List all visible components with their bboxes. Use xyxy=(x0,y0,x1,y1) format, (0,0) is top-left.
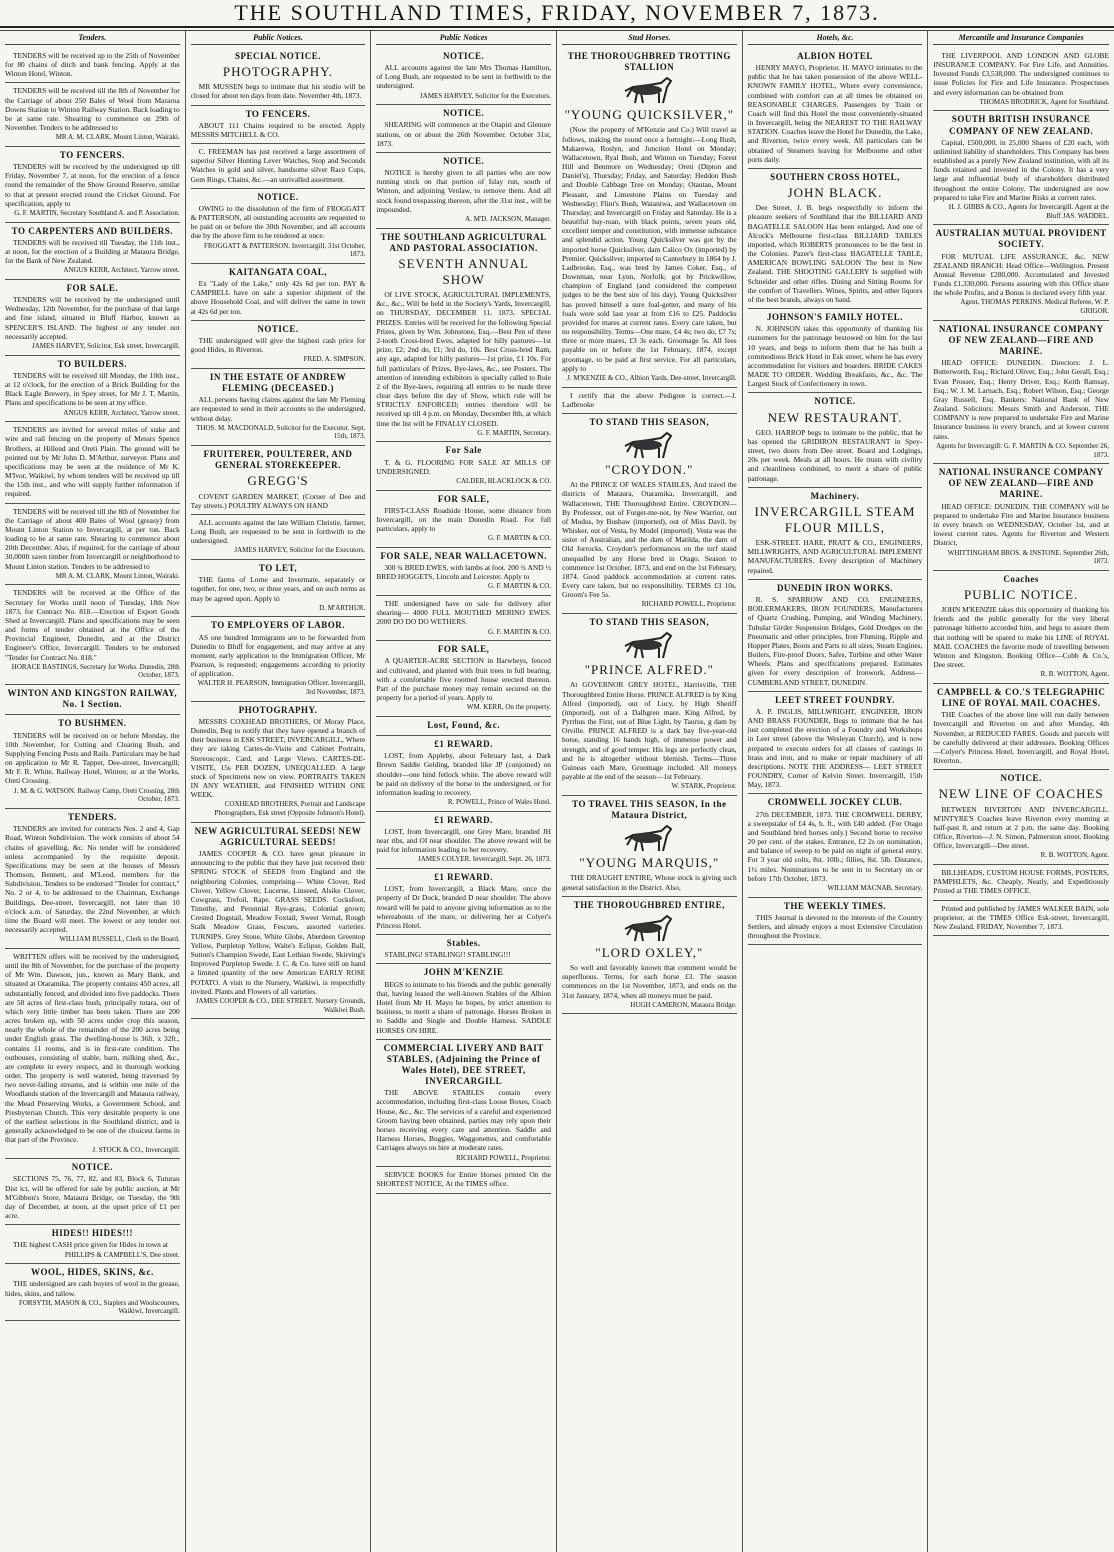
ad-heading: NOTICE. xyxy=(443,50,485,61)
ad-signature: WILLIAM MACNAB, Secretary. xyxy=(827,883,923,892)
ad-heading: TO FENCERS. xyxy=(59,149,125,160)
ad-heading: FOR SALE, xyxy=(437,644,490,655)
ad-heading: TO TRAVEL THIS SEASON, In the Mataura District, xyxy=(572,798,727,821)
ad-heading: ALBION HOTEL xyxy=(797,50,873,61)
section-heading: Hotels, &c. xyxy=(748,33,923,45)
advertisement xyxy=(5,83,180,147)
ad-body: LOST, from Invercargill, a Black Mare, once the property of Dr Dock, branded D near shoulder. The above reward will be paid to anyone giving information as to the whereabouts of the mare, or delivering her at Colyer's Princess Hotel. xyxy=(376,884,551,930)
ad-signature: WALTER H. PEARSON, Immigration Officer. Invercargill, 3rd November, 1873. xyxy=(197,679,366,697)
advertisement xyxy=(933,321,1109,464)
ad-heading: TO CARPENTERS AND BUILDERS. xyxy=(11,225,174,236)
ad-body: JAMES COOPER & CO. have great pleasure in announcing to the public that they have just received their SPRING STOCK of SEEDS from England and the neighboring Colonies, comprising— White Clover, Red Clover, Yellow Clover, Lucerne, Linseed, Alsike Clover, Cowgrass, Trefoil, Rape. GRASS SEEDS. Cocksfoot, Timothy, and Perennial Rye-grass, Colonial grown; Crested Dogstail, Meadow Foxtail, Sweet Vernal, Rough Stalk Meadow Grass, Fescues, assorted varieties. TURNIPS. Grey Stone, White Globe, Aberdeen Greentop Yellow, Purpletop Yellow, Waite's Eclipse, Golden Ball, Sutton's Champion Swede, East Lothian Swede, Skirving's Improved Purpletop Swede. J. C. & Co. have still on hand a limited quantity of the new American EARLY ROSE POTATO. A visit to the Nursery, Waikiwi, is respectfully invited. Plants and Flowers of all varieties. xyxy=(190,849,366,996)
ad-body: MR MUSSEN begs to intimate that his studio will be closed for about ten days from date. November 4th, 1873. xyxy=(190,82,366,101)
advertisement xyxy=(191,702,366,823)
ad-heading: NOTICE. xyxy=(257,323,299,334)
ad-body: HEAD OFFICE: DUNEDIN. Directors: J. L. Butterworth, Esq.; Richard Oliver, Esq.; John Gerall, Esq.; Evan Prosser, Esq.; Henry Driver, Esq.; Keith Ramsay, Esq.; W. J. M. Larnach, Esq.; Robert Wilson, Esq.; George Gray Russell, Esq. Bankers: National Bank of New Zealand. Solicitors: Messrs Smith and Anderson. THE COMPANY is now prepared to undertake Fire and Marine Insurance business in every branch, and at lowest current rates. xyxy=(933,358,1109,441)
ad-body: ABOUT 111 Chains required to be erected. Apply MESSRS MITCHELL & CO. xyxy=(190,120,366,139)
ad-heading: £1 REWARD. xyxy=(434,872,493,883)
advertisement xyxy=(5,809,180,949)
ad-heading: NATIONAL INSURANCE COMPANY OF NEW ZEALAND—FIRE AND MARINE. xyxy=(938,467,1104,500)
ad-signature: R. B. WOTTON, Agent. xyxy=(1040,851,1109,860)
ad-body: TENDERS will be received till the 8th of November for the Carriage of about 250 Bales of Wool from Mararoa Downs Station to Winton Railway Station. Back loading to be at same rate. Shearing to commence on 29th of November. Tenders to be addressed to xyxy=(5,86,180,133)
ad-signature: WHITTINGHAM BROS. & INSTONE. September 26th, 1873. xyxy=(947,548,1109,566)
advertisement xyxy=(191,264,366,321)
advertisement xyxy=(748,393,923,487)
ad-body: (Now the property of M'Kenzie and Co.) Will travel as follows, making the round once a fortnight:—Long Bush, Makarewa, Roslyn, and Junction Hotel on Monday; Wallacetown, Ryal Bush, and Winton on Tuesday; Forest Hill and Benmore on Wednesday; Oreti (Dipton and Daniel's), Thursday; Friday, and Saturday; Heddon Bush and Double Cabbage Tree on Monday; Otautau, Mount Pleasant, and Limestone Plains on Tuesday and Wednesday; Flint's Bush, Waianiwa, and Wallacetown on Thursday; and Invercargill on Friday and Saturday. He is a beautiful bay-roan, with black points, seven years old, excellent temper and constitution, with immense substance and splendid action. Young Quicksilver was got by the imported horse Quicksilver, dam Calico Ox (imported) by Premier. Quicksilver, imported to Canterbury in 1864 by J. Ladbrooke, Esq., was bred by James Coker, Esq., of Downman, near Lynn, Norfolk; got by Prickwillow, champion of England (and considered the competent judges to be the best sire of his day). Young Quicksilver has proved himself a sure foal-getter, and many of his foals were sold last year at from £16 to £25. Paddocks provided for mares at current rates. Every care taken, but no responsibility. Terms—One mare, £4 4s; two do, £7 7s; three or more mares, £3 3s each. Groomage 5s. All fees payable on or before the 1st February, 1874, except groomage, to be paid at first service. For all particulars, apply to xyxy=(562,125,737,373)
advertisement xyxy=(191,106,366,145)
ad-heading: NEW AGRICULTURAL SEEDS! NEW AGRICULTURAL SEEDS! xyxy=(194,825,362,847)
advertisement xyxy=(5,1264,180,1321)
advertisement xyxy=(748,48,923,169)
ad-body: THE undersigned will give the highest cash price for good Hides, in Riverton. xyxy=(190,335,366,355)
ad-heading: TO LET, xyxy=(258,563,298,574)
ad-body: ALL accounts against the late William Christie, farmer, Long Bush, are requested to be sent in forthwith to the undersigned. xyxy=(190,517,366,546)
ad-body: FIRST-CLASS Roadside House, some distance from Invercargill, on the main Dunedin Road. For full particulars, apply to xyxy=(376,505,551,534)
ad-body: HENRY MAYO, Proprietor. H. MAYO intimates to the public that he has taken possession of the above WELL-KNOWN FAMILY HOTEL, Where every convenience, combined with comfort can at all times be obtained on REASONABLE CHARGES. Passengers by Train or Coach will find this Hotel the most conveniently-situated in Invercargill, being the NEAREST TO THE RAILWAY STATION. Coaches leave the Hotel for Dunedin, the Lake, and Riverton, twice every week. All particulars can be obtained of Steamers leaving for Melbourne and other ports daily. xyxy=(747,63,923,164)
advertisement xyxy=(5,422,180,503)
ad-heading: IN THE ESTATE OF ANDREW FLEMING (DECEASED.) xyxy=(209,371,347,394)
ad-heading: PHOTOGRAPHY. xyxy=(238,704,318,715)
ad-body: COVENT GARDEN MARKET, (Corner of Dee and Tay streets.) POULTRY ALWAYS ON HAND xyxy=(190,491,366,510)
ad-heading: AUSTRALIAN MUTUAL PROVIDENT SOCIETY. xyxy=(935,228,1107,250)
ad-heading: KAITANGATA COAL, xyxy=(228,266,327,277)
ad-body: ESK-STREET. HARE, PRATT & CO., ENGINEERS, MILLWRIGHTS, AND AGRICULTURAL IMPLEMENT MANUFACTURERS. Every description of Machinery repaired. xyxy=(747,538,923,575)
ad-body: THE farms of Lorne and Invermate, separately or together, for one, two, or three years, and on such terms as may be agreed upon. Apply to xyxy=(190,575,366,603)
ad-body: TENDERS are invited for contracts Nos. 2 and 4, Gap Road, Winton Subdivision. The work consists of about 54 chains of gravelling, &c. No tender will be considered unless accompanied by the requisite deposit. Specifications may be seen at the houses of Messrs Thomson, Bennett, and M'Leod, members for the Subdivision. Tenders to be endorsed "Tender for contract," No. 2 or 4, to be addressed to the Chairman, Exchange Buildings, Dee-street, Invercargill, not later than 10 o'clock a.m. of Saturday, the 22nd November, at which time the Board will meet. The lowest or any tender not necessarily accepted. xyxy=(5,824,180,935)
ad-body: BEGS to intimate to his friends and the public generally that, having leased the well-known Stables of the Albion Hotel from Mr H. Mayo he hopes, by strict attention to business, to merit a share of patronage. Horses Broken in to Saddle and Single and Double Harness. SADDLE HORSES ON HIRE. xyxy=(376,979,551,1035)
ad-signature: J. STOCK & CO., Invercargill. xyxy=(92,1145,180,1154)
ad-heading: FOR SALE, xyxy=(437,493,490,504)
ad-body: GEO. HARROP begs to intimate to the public, that he has opened the GRIDIRON RESTAURANT in Spey-street, two doors from Dee street. Board and Lodgings, 20s per week. Meals at all hours. He trusts with civility and cleanliness combined, to merit a share of public patronage. xyxy=(747,427,923,483)
horse-illustration xyxy=(619,75,679,105)
section-heading: Stud Horses. xyxy=(562,33,737,45)
ad-heading: TENDERS. xyxy=(67,812,117,822)
ad-heading: WINTON AND KINGSTON RAILWAY, No. 1 Section. xyxy=(7,688,178,710)
advertisement xyxy=(933,464,1109,571)
ad-signature: HUGH CAMERON, Mataura Bridge. xyxy=(630,1000,737,1009)
column-2 xyxy=(186,31,372,1552)
ad-heading: COMMERCIAL LIVERY AND BAIT STABLES, (Adjoining the Prince of Wales Hotel), DEE STREET, INVERCARGILL xyxy=(383,1042,544,1087)
column-1 xyxy=(0,31,186,1552)
advertisement xyxy=(376,48,551,105)
ad-signature: COXHEAD BROTHERS, Portrait and Landscape Photographers, Esk street (Opposite Johnson's Hotel). xyxy=(214,800,366,818)
ad-body: ALL persons having claims against the late Mr Fleming are requested to send in their accounts to the undersigned, without delay. xyxy=(190,395,366,423)
ad-signature: J. M'KENZIE & CO., Albion Yards, Dee-street, Invercargill. xyxy=(567,373,737,382)
ad-body: At the PRINCE OF WALES STABLES, And travel the districts of Mataura, Otaramika, Invercargill, and Wallacetown, THE Thoroughbred Entire. CROYDON—By Professor, out of Forget-me-not, by New Warrior, out of Modus, by Busbaw (imported), out of Miss Davil, by Whisker, out of Vesta, by Model (imported). Vesta was the sister of Australian, and the dam of Matilda, the dam of Old Jorrocks. Croydon's performances on the turf stand unequalled by any Horse bred in Otago. Season to commence 1st October, 1873, and end on the 1st February, 1874. Good paddock accommodation at current rates. Every care taken, but no responsibility. TERMS £3 10s. Groom's Fee 5s. xyxy=(562,480,737,600)
ad-display-line: "PRINCE ALFRED." xyxy=(584,662,714,678)
ad-body: TENDERS will be received up to the 25th of November for 80 chains of ditch and bank fencing. Apply at the Winton Hotel, Winton. xyxy=(5,50,180,79)
advertisement xyxy=(5,280,180,356)
ad-signature: THOS. M. MACDONALD, Solicitor for the Executor. Sept. 15th, 1873. xyxy=(196,423,366,441)
advertisement xyxy=(376,964,551,1039)
ad-body: NOTICE is hereby given to all parties who are now running stock on that portion of Islay run, south of Winton, and adjoining Venlaw, to remove them. And all stock found trespassing thereon, after the 31st inst., will be impounded. xyxy=(376,168,551,214)
ad-body: THE DRAUGHT ENTIRE, Whose stock is giving such general satisfaction in the District. Also, xyxy=(562,873,737,892)
ad-signature: J. M. & G. WATSON. Railway Camp, Oreti Crossing, 28th October, 1873. xyxy=(13,786,180,804)
advertisement xyxy=(191,144,366,189)
advertisement xyxy=(562,414,737,614)
ad-body: OWING to the dissolution of the firm of FROGGATT & PATTERSON, all outstanding accounts are requested to be paid on or before the 30th November, and all accounts due by the above firm to be rendered at once. xyxy=(190,203,366,241)
ad-heading: THE THOROUGHBRED ENTIRE, xyxy=(573,899,725,910)
ad-display-line: "YOUNG MARQUIS," xyxy=(579,855,720,871)
ad-body: TENDERS will be received by the undersigned up till Friday, November 7, at noon, for the erection of a fence round the remainder of the Show Ground Reserve, similar to that at present erected round the Cricket Ground. For specification, apply to xyxy=(5,162,180,208)
ad-signature: JAMES HARVEY, Solicitor for the Executors. xyxy=(234,546,366,555)
ad-heading: TO STAND THIS SEASON, xyxy=(589,416,710,427)
ad-heading: Lost, Found, &c. xyxy=(427,719,501,730)
advertisement xyxy=(5,1159,180,1225)
ad-signature: G. F. MARTIN & CO. xyxy=(488,582,551,591)
ad-signature: JAMES COOPER & CO., DEE STREET. Nursery Grounds, Waikiwi Bush. xyxy=(195,996,366,1014)
ad-body: 27th DECEMBER, 1873. THE CROMWELL DERBY, a sweepstake of £4 4s, h. ft., with £40 added. (For Otago and Southland bred horses only.) Second horse to receive 20 per cent. of the stakes. Entrance, £2 2s on nomination, and balance of sweep to be paid on night of general entry. For 3 year old colts, 8st. 10lb.; fillies, 8st. 5lb. Distance, 1½ miles. Nominations to be sent in to Secretary on or before 17th October, 1873. xyxy=(747,809,923,883)
ad-heading: NATIONAL INSURANCE COMPANY OF NEW ZEALAND—FIRE AND MARINE. xyxy=(938,323,1104,357)
ad-signature: G. F. MARTIN & CO. xyxy=(488,534,551,543)
ad-body: TENDERS will be received till the 8th of November for the Carriage of about 400 Bales of Wool (greasy) from Mount Linton Station to Invercargill, at per ton. Back loading to be at same rate. Shearing to commence about 20th December. Also, if required, for the carriage of about 30,000ft sawn timber from Invercargill or neighborhood to Mount Linton station. Tenders to be addressed to xyxy=(5,506,180,571)
advertisement xyxy=(748,580,923,692)
column-3 xyxy=(371,31,557,1552)
advertisement xyxy=(376,229,551,443)
advertisement xyxy=(376,812,551,869)
advertisement xyxy=(562,388,737,414)
ad-body: So well and favorably known that comment would be superfluous. Terms, for each horse £3. The season commences on the 1st November, 1873, and ends on the 31st January, 1874, when all moneys must be paid. xyxy=(562,963,737,1000)
ad-body: MESSRS COXHEAD BROTHERS, Of Moray Place, Dunedin, Beg to notify that they have opened a branch of their business in ESK STREET, INVERCARGILL, Where they are taking Cartes-de-Visite and Cabinet Portraits, Stereoscopic, Card, and Large Views. CARTES-DE-VISITE, 15s PER DOZEN, UNEQUALLED. A large stock of Specimens now on view. PORTRAITS TAKEN IN ANY WEATHER, and FINISHED WITHIN ONE WEEK. xyxy=(190,716,366,800)
ad-signature: A. M'D. JACKSON, Manager. xyxy=(465,214,551,223)
ad-signature: G. F. MARTIN, Secretary Southland A. and P. Association. xyxy=(14,208,180,217)
ad-heading: HIDES!! HIDES!!! xyxy=(51,1228,133,1239)
advertisement xyxy=(191,560,366,617)
advertisement xyxy=(933,865,1109,901)
ad-body: SECTIONS 75, 76, 77, 82, and 83, Block 6, Tuturau Dist ict, will be offered for sale by public auction, at Mr M'Gibbon's Store, Mataura Bridge, on Tuesday, the 9th day of December, at noon, at the upset price of £1 per acre. xyxy=(5,1174,180,1221)
advertisement xyxy=(748,692,923,795)
ad-signature: ANGUS KERR, Architect, Yarrow street. xyxy=(63,266,180,275)
ad-heading: SOUTHERN CROSS HOTEL, xyxy=(770,171,900,182)
advertisement xyxy=(191,515,366,560)
ad-body: THE LIVERPOOL AND LONDON AND GLOBE INSURANCE COMPANY. For Fire Life, and Annuities. Invested Funds £3,538,000. The undersigned continues to issue Policies for Fire and Life Insurance. Prospectuses and every information can be obtained from xyxy=(933,50,1109,97)
horse-illustration xyxy=(619,630,679,660)
ad-signature: H. J. GIBBS & CO., Agents for Invercargill. Agent at the Bluff JAS. WADDEL. xyxy=(948,202,1109,220)
ad-body: WRITTEN offers will be received by the undersigned, until the 8th of November, for the purchase of the property of Mr Wm. Dawson, jun., known as Mary Bank, and situated at Otaramika. The property contains 450 acres, all substantially fenced, and divided into five paddocks. There are 50 acres of first-class bush, principally totara, out of which very little timber has been taken. There are 200 acres broken up, with 50 acres under crop this season, nearly the whole of the remainder of the 200 acres being under English grass. The dwelling-house is 36ft. x 32ft., contains 11 rooms, and is in first-rate condition. The outhouses, consisting of stable, barn, milking shed, &c., are complete in every respect, and in thorough working order. The property is well watered, being traversed by two never-failing streams, and is within one mile of the Woodlands station of the Invercargill and Mataura railway, the Mead Preserving Works, a Government School, and Presbyterian Church. This very desirable property is one of the earliest selections in the Southland district, and is generally acknowledged to be one of the choicest farms in that part of the Province. xyxy=(5,951,180,1145)
ad-heading: NOTICE. xyxy=(814,396,856,407)
ad-body: THE undersigned have on sale for delivery after shearing— 4000 FULL MOUTHED MERINO EWES. 2000 DO DO DO WETHERS. xyxy=(376,599,551,627)
advertisement xyxy=(376,596,551,641)
ad-heading: For Sale xyxy=(445,445,482,456)
ad-body: AS one hundred Immigrants are to be forwarded from Dunedin to Bluff for engagement, and may arrive at any moment, early application to the Immigration Officer, Mr Pearson, is requested; engagements according to priority of application. xyxy=(190,632,366,679)
advertisement xyxy=(191,48,366,106)
ad-display-line: "YOUNG QUICKSILVER," xyxy=(564,107,735,123)
ad-body: Printed and published by JAMES WALKER BAIN, sole proprietor, at the TIMES Office Esk-street, Invercargill, New Zealand. FRIDAY, November 7, 1873. xyxy=(933,903,1109,931)
ad-body: THIS Journal is devoted to the interests of the Country Settlers, and already enjoys a most Extensive Circulation throughout the Province. xyxy=(747,912,923,941)
advertisement xyxy=(562,796,737,897)
advertisement xyxy=(376,641,551,717)
ad-body: I certify that the above Pedigree is correct.—J. Ladbrooke xyxy=(562,390,737,409)
section-heading: Public Notices. xyxy=(191,33,366,45)
advertisement xyxy=(376,935,551,964)
ad-heading: Machinery. xyxy=(810,490,860,501)
advertisement xyxy=(376,153,551,229)
advertisement xyxy=(562,48,737,388)
ad-body: Capital, £500,000, in 25,000 Shares of £20 each, with unlimited liability of shareholders. This Company has been established as a purely New Zealand institution, with all its funds retained and invested in the Colony. It has a very large and influential body of shareholders distributed throughout the entire Colony. The undersigned are now prepared to take Fire and Marine Risks at current rates. xyxy=(933,137,1109,202)
advertisement xyxy=(5,1225,180,1264)
ad-heading: FOR SALE. xyxy=(66,282,119,293)
advertisement xyxy=(748,794,923,897)
horse-illustration xyxy=(619,913,679,943)
ad-body: LOST, from Appleby, about February last, a Dark Brown Saddle Gelding, branded like JP (conjoined) on shoulder—one hind fetlock white. The above reward will be paid on delivery of the horse to the undersigned, or for information leading to recovery. xyxy=(376,751,551,797)
ad-body: STABLING! STABLING!! STABLING!!! xyxy=(384,950,511,960)
advertisement xyxy=(376,869,551,935)
ad-body: HEAD OFFICE: DUNEDIN. THE COMPANY will be prepared to undertake Fire and Marine Insurance business in every branch on WEDNESDAY, October 1st, and at lowest current rates. Agents for Riverton and Western District, xyxy=(933,501,1109,548)
ad-display-line: SEVENTH ANNUAL SHOW xyxy=(398,255,529,288)
ad-heading: CROMWELL JOCKEY CLUB. xyxy=(767,797,903,808)
ad-heading: JOHN M'KENZIE xyxy=(423,967,504,978)
ad-body: 300 ¾ BRED EWES, with lambs at foot. 200 ¾ AND ½ BRED HOGGETS, Lincoln and Leicester. Apply to xyxy=(376,563,551,582)
section-heading: Tenders. xyxy=(5,33,180,45)
column-6 xyxy=(928,31,1114,1552)
ad-heading: £1 REWARD. xyxy=(434,814,493,825)
ad-heading: NOTICE. xyxy=(71,1162,113,1173)
advertisement xyxy=(933,571,1109,684)
ad-heading: TO BUILDERS. xyxy=(57,358,127,369)
advertisement xyxy=(5,147,180,223)
ad-heading: FRUITERER, POULTERER, AND GENERAL STOREKEEPER. xyxy=(203,449,353,471)
ad-body: THE highest CASH price given for Hides in town at xyxy=(13,1240,168,1250)
ad-body: Ex "Lady of the Lake," only 42s 6d per ton. PAY & CAMPBELL have on sale a superior shipment of the above Household Coal, and will deliver the same in town at 42s 6d per ton. xyxy=(190,279,366,316)
advertisement xyxy=(376,548,551,596)
ad-signature: JAMES HARVEY, Solicitor, Esk street, Invercargill. xyxy=(32,342,180,350)
ad-heading: NOTICE. xyxy=(1000,773,1042,784)
ad-heading: LEET STREET FOUNDRY. xyxy=(775,694,895,705)
advertisement xyxy=(5,949,180,1159)
ad-heading: TO FENCERS. xyxy=(245,108,311,119)
newspaper-columns xyxy=(0,30,1114,1552)
ad-signature: RICHARD POWELL, Proprietor. xyxy=(641,600,737,609)
ad-signature: FRED. A. SIMPSON. xyxy=(303,355,366,364)
advertisement xyxy=(191,617,366,701)
ad-body: TENDERS will be received till Monday, the 10th inst., at 12 o'clock, for the erection of a Brick Building for the Black Eagle Brewery, in Spey street, for Mr J. T. Martin. Plans and specifications to be seen at my office. xyxy=(5,370,180,408)
advertisement xyxy=(933,684,1109,770)
advertisement xyxy=(933,901,1109,937)
ad-heading: NOTICE. xyxy=(443,155,485,166)
advertisement xyxy=(5,715,180,809)
advertisement xyxy=(933,111,1109,225)
ad-body: TENDERS will be received at the Office of the Secretary for Works until noon of Tuesday, 18th Nov 1873, for Contract No. 818.—Erection of Export Goods Shed at Invercargill. Plans and specifications may be seen and forms of tender obtained at the Office of the Provincial Engineer, Dunedin, and at the District Engineer's Office, Invercargill. Tenders to be endorsed "Tender for Contract No. 818." xyxy=(5,588,180,662)
advertisement xyxy=(5,504,180,586)
horse-illustration xyxy=(619,823,679,853)
ad-heading: TO BUSHMEN. xyxy=(58,718,127,729)
advertisement xyxy=(376,491,551,548)
ad-body: LOST, from Invercargill, one Grey Mare, branded JH near ribs, and OI near shoulder. The above reward will be paid for information leading to her recovery. xyxy=(376,826,551,855)
ad-body: THE ABOVE STABLES contain every accommodation, including first-class Loose Boxes, Coach House, &c., &c. The services of a careful and experienced Groom having been obtained, parties may rely upon their horses receiving every care and attention. Saddle and Harness Horses, Buggies, Waggonettes, and comfortable Carriages always on hire at moderate rates. xyxy=(376,1088,551,1153)
ad-body: FOR MUTUAL LIFE ASSURANCE, &c. NEW ZEALAND BRANCH: Head Office—Wellington. Present Annual Revenue £280,000. Accumulated and Invested Funds £1,330,000. Persons assuring with this Office share the whole Profits, and a Bonus is declared every fifth year. xyxy=(933,251,1109,298)
ad-body: C. FREEMAN has just received a large assortment of superior Silver Hunting Lever Watches, Stop and Seconds Watches in gold and silver, handsome silver Race Cups, Gem Rings, Chains, &c.—an unrivalled assortment. xyxy=(190,147,366,184)
ad-heading: WOOL, HIDES, SKINS, &c. xyxy=(30,1267,154,1278)
ad-body: T. & G. FLOORING FOR SALE AT MILLS OF UNDERSIGNED. xyxy=(376,457,551,476)
ad-body: JOHN M'KENZIE takes this opportunity of thanking his friends and the public generally for the very liberal patronage hitherto accorded him, and begs to assure them that nothing will be spared to make his LINE of ROYAL MAIL COACHES the favorite mode of travelling between Winton and Kingston. Booking Office—Cobb & Co.'s, Dee street. xyxy=(933,605,1109,670)
ad-body: SHEARING will commence at the Otapiri and Glenure stations, on or about the 26th November. October 31st, 1873. xyxy=(376,120,551,148)
ad-signature: THOMAS BRODRICK, Agent for Southland. xyxy=(979,97,1109,106)
ad-body: TENDERS will be received till Tuesday, the 11th inst., at noon, for the erection of a Building at Mataura Bridge, for the Bank of New Zealand. xyxy=(5,237,180,266)
ad-signature: WILLIAM RUSSELL, Clerk to the Board. xyxy=(59,935,180,944)
ad-signature: CALDER, BLACKLOCK & CO. xyxy=(456,476,551,485)
advertisement xyxy=(933,48,1109,112)
ad-signature: FROGGATT & PATTERSON. Invercargill, 31st October, 1873. xyxy=(203,241,366,259)
ad-signature: PHILLIPS & CAMPBELL'S, Dee street. xyxy=(64,1250,180,1259)
ad-signature: HORACE BASTINGS, Secretary for Works. Dunedin, 28th October, 1873. xyxy=(11,662,180,680)
ad-body: TENDERS will be received on or before Monday, the 10th November, for Cutting and Clearing Bush, and Supplying Fencing Posts and Rails. Particulars may be had on application to Mr R. Tapper, Dee-street, Invercargill; Mr F. R. White, Railway Hotel, Winton; or at the Works, Oreti Crossing. xyxy=(5,730,180,786)
ad-signature: MR A. M. CLARK, Mount Linton, Wairaki. xyxy=(55,571,180,580)
ad-display-line: INVERCARGILL STEAM FLOUR MILLS, xyxy=(754,503,916,536)
masthead: THE SOUTHLAND TIMES, FRIDAY, NOVEMBER 7, 1873. xyxy=(0,0,1114,28)
advertisement xyxy=(5,356,180,423)
advertisement xyxy=(191,369,366,446)
ad-display-line: "LORD OXLEY," xyxy=(595,944,704,960)
ad-heading: Coaches xyxy=(1003,573,1039,584)
ad-display-line: GREGG'S xyxy=(247,473,309,489)
ad-body: N. JOHNSON takes this opportunity of thanking his customers for the patronage bestowed on him for the last 10 years, and begs to inform them that he has built a commodious Brick Hotel in Esk street, where he has every accommodation for visitors and boarders. BRIDE CAKES MADE TO ORDER. Wedding Breakfasts, &c., &c. The Largest Stock of Confectionery in town. xyxy=(747,324,923,389)
ad-heading: NOTICE. xyxy=(257,191,299,202)
section-heading: Mercantile and Insurance Companies xyxy=(933,33,1109,45)
column-4 xyxy=(557,31,743,1552)
ad-heading: TO STAND THIS SEASON, xyxy=(589,617,710,628)
advertisement xyxy=(562,897,737,1015)
column-5 xyxy=(743,31,929,1552)
ad-body: A QUARTER-ACRE SECTION in Barwheys, fenced and cultivated, and planted with fruit trees in full bearing, with a comfortable five roomed house erected thereon. Part of the purchase money may remain secured on the property for a period of years. Apply to xyxy=(376,656,551,703)
advertisement xyxy=(748,488,923,580)
advertisement xyxy=(191,823,366,1019)
ad-body: At GOVERNOR GREY HOTEL, Harrisville, THE Thoroughbred Entire Horse. PRINCE ALFRED is by King Alfred (imported), out of Lucy, by High Sheriff (imported), out of a Dalhgren mare. King Alfred, by Pyrrhus the First, out of Blue Light, by Taurus, g dam by Orville. PRINCE ALFRED is a dark bay five-year-old horse, standing 16 hands high, of immense power and strength, and of good temper. His legs are perfectly clean, and he is altogether without blemish. Terms—Three Guineas each Mare, Groomage included. All moneys payable at the end of the season—1st February. xyxy=(562,680,737,782)
advertisement xyxy=(376,736,551,812)
ad-body: Of LIVE STOCK, AGRICULTURAL IMPLEMENTS, &c., &c., Will be held in the Society's Yards, Invercargill, on THURSDAY, DECEMBER 11, 1873. SPECIAL PRIZES. Entries will be received for the following Special Prizes, given by Wm. Johnstone, Esq.—Best Pen of three 2-tooth Cross-bred Ewes, adapted for hilly pastures—1st prize, £2; 2nd do, £1; 3rd do, 10s. Best Cross-bred Ram, any age, adapted for hilly pastures—1st prize, £1 10s. For full particulars of Prizes, Bye-laws, &c., see Posters. The attention of intending exhibitors is specially called to Rule 2 of the Bye-laws, requiring all entries to be made three clear days before the day of Show, which rule will be STRICTLY ENFORCED; entries therefore will be received up till 4 p.m. on Monday, December 8th, at which time the list will be FINALLY CLOSED. xyxy=(376,290,551,428)
advertisement xyxy=(376,105,551,153)
ad-body: BETWEEN RIVERTON AND INVERCARGILL. M'INTYRE'S Coaches leave Riverton every morning at half-past 8, and return at 2 p.m. the same day. Booking Office, Riverton—J. N. Simon, Palmerston street. Booking Office, Invercargill—Dee street. xyxy=(933,804,1109,851)
advertisement xyxy=(191,189,366,264)
ad-signature: JAMES HARVEY, Solicitor for the Executors. xyxy=(420,91,551,100)
ad-heading: FOR SALE, NEAR WALLACETOWN. xyxy=(380,550,547,561)
ad-display-line: NEW RESTAURANT. xyxy=(767,409,903,425)
ad-heading: £1 REWARD. xyxy=(434,739,493,750)
ad-signature: JAMES COLYER. Invercargill, Sept. 26, 1873. xyxy=(418,855,551,864)
ad-body: SERVICE BOOKS for Entire Horses printed On the SHORTEST NOTICE, At the TIMES office. xyxy=(376,1170,551,1189)
horse-illustration xyxy=(619,430,679,460)
ad-heading: JOHNSON'S FAMILY HOTEL. xyxy=(767,312,903,323)
ad-heading: SPECIAL NOTICE. xyxy=(234,50,321,61)
ad-heading: CAMPBELL & CO.'S TELEGRAPHIC LINE OF ROYAL MAIL COACHES. xyxy=(936,686,1106,709)
ad-heading: THE WEEKLY TIMES. xyxy=(783,900,887,911)
ad-signature: R. B. WOTTON, Agent. xyxy=(1040,670,1109,679)
advertisement xyxy=(191,446,366,515)
ad-body: Dee Street, J. B. begs respectfully to inform the pleasure seekers of Southland that the BILLIARD AND BAGATELLE SALOON Has been enlarged, And one of Alcock's Melbourne first-class BILLIARD TABLES imported, which ROBERTS pronounces to be the best in the Colonies. Pazer's first-class BAGATELLE TABLE, AMERICAN BOWLING SALOON The best in New Zealand. THE SHOOTING GALLERY Is supplied with Schneider and other rifles. Dining and Sitting Rooms for the comfort of Travellers. Wines, Spirits, and other liquors of the best brands, always on hand. xyxy=(747,203,923,304)
ad-body: TENDERS will be received by the undersigned until Wednesday, 12th November, for the purchase of that large and fine island, situated in Bluff Harbor, known as SPENCER'S ISLAND. The highest or any tender not necessarily accepted. xyxy=(5,295,180,341)
advertisement xyxy=(748,309,923,393)
ad-heading: THE THOROUGHBRED TROTTING STALLION xyxy=(567,50,731,73)
ad-signature: W. STARK, Proprietor. xyxy=(671,782,737,791)
advertisement xyxy=(376,1167,551,1193)
advertisement xyxy=(5,48,180,84)
advertisement xyxy=(191,321,366,369)
ad-signature: RICHARD POWELL, Proprietor. xyxy=(456,1153,551,1162)
section-heading: Public Notices xyxy=(376,33,551,45)
advertisement xyxy=(748,898,923,946)
ad-signature: WM. KERR, On the property. xyxy=(466,703,551,712)
ad-heading: DUNEDIN IRON WORKS. xyxy=(776,582,894,593)
ad-signature: Agent, THOMAS PERKINS. Medical Referee, W. P. GRIGOR. xyxy=(960,298,1109,316)
ad-display-line: PUBLIC NOTICE. xyxy=(963,587,1079,602)
advertisement xyxy=(933,770,1109,865)
ad-signature: D. M'ARTHUR. xyxy=(319,603,366,612)
advertisement xyxy=(376,717,551,736)
ad-heading: NOTICE. xyxy=(443,108,485,119)
advertisement xyxy=(5,685,180,715)
ad-signature: G. F. MARTIN & CO. xyxy=(488,627,551,636)
advertisement xyxy=(933,225,1109,321)
ad-display-line: "CROYDON." xyxy=(605,462,694,478)
ad-body: THE Coaches of the above line will run daily between Invercargill and Riverton on and after Monday, 4th November, at REDUCED FARES. Goods and parcels will be carefully delivered at their addresses. Booking Offices—Colyer's Princess Hotel, Invercargill, and Royal Hotel, Riverton. xyxy=(933,710,1109,766)
ad-signature: R. POWELL, Prince of Wales Hotel. xyxy=(447,798,551,807)
ad-display-line: JOHN BLACK. xyxy=(787,185,883,201)
advertisement xyxy=(5,585,180,685)
ad-body: BILLHEADS, CUSTOM HOUSE FORMS, POSTERS, PAMPHLETS, &c. Cheaply, Neatly, and Expeditiously Printed at THE TIMES OFFICE. xyxy=(933,868,1109,896)
ad-body: R. S. SPARROW AND CO. ENGINEERS, BOILERMAKERS, IRON FOUNDERS, Manufacturers of Quartz Crushing, Pumping, and Winding Machinery, Tubular Girder Suspension Bridges, Gold Dredges on the Pneumatic and other principles, Iron Fluming, Ripple and Hopper Plates, Boots and Parts to all sizes, Steam Engines, Boilers, Fire-proof Doors, Safes, Turbine and other Water Wheels. Plans and specifications prepared. Estimates given for every description of Ironwork. Address— CUMBERLAND STREET, DUNEDIN. xyxy=(747,594,923,687)
ad-display-line: NEW LINE OF COACHES xyxy=(938,786,1104,802)
ad-signature: ANGUS KERR, Architect, Yarrow street. xyxy=(63,408,180,417)
advertisement xyxy=(376,442,551,490)
ad-body: THE undersigned are cash buyers of wool in the grease, hides, skins, and tallow. xyxy=(5,1279,180,1298)
ad-display-line: PHOTOGRAPHY. xyxy=(222,64,334,80)
ad-heading: SOUTH BRITISH INSURANCE COMPANY OF NEW ZEALAND. xyxy=(949,114,1094,136)
ad-signature: MR A. M. CLARK, Mount Linton, Wairaki. xyxy=(55,133,180,142)
ad-heading: Stables. xyxy=(446,938,481,949)
ad-body: A. P. INGLIS, MILLWRIGHT, ENGINEER, IRON AND BRASS FOUNDER, Begs to intimate that he has just completed the erection of a Foundry and Workshops in Leet street (above the Wesleyan Church), and is now prepared to execute orders for all classes of castings in brass and iron, and to make or repair machinery of all descriptions. NOTE THE ADDRESS— LEET STREET FOUNDRY, Corner of Kelvin Street. Invercargill, 15th May, 1873. xyxy=(747,706,923,790)
advertisement xyxy=(376,1040,551,1168)
ad-body: ALL accounts against the late Mrs Thomas Hamilton, of Long Bush, are requested to be sent in forthwith to the undersigned. xyxy=(376,63,551,91)
ad-signature: Agents for Invercargill: G. F. MARTIN & CO. September 26, 1873. xyxy=(936,441,1109,459)
ad-body: TENDERS are invited for several miles of stake and wire and rail fencing on the property of Messrs Spence Brothers, at Hillend and Oreti Plain. The ground will be pointed out by Mr John D. M'Arthur, surveyor. Plans and specifications may be seen at the residence of Mr K. M'Ivor, Waikiwi, by whom tenders will be received up till the 15th inst., and who will supply further information if required. xyxy=(5,425,180,499)
ad-heading: TO EMPLOYERS OF LABOR. xyxy=(210,620,345,631)
advertisement xyxy=(748,169,923,309)
advertisement xyxy=(562,614,737,796)
advertisement xyxy=(5,223,180,280)
ad-heading: THE SOUTHLAND AGRICULTURAL AND PASTORAL ASSOCIATION. xyxy=(380,231,547,253)
ad-signature: FORSYTH, MASON & CO., Staplers and Woolscourers, Waikiwi, Invercargill. xyxy=(18,1298,180,1316)
ad-signature: G. F. MARTIN, Secretary. xyxy=(477,428,551,437)
